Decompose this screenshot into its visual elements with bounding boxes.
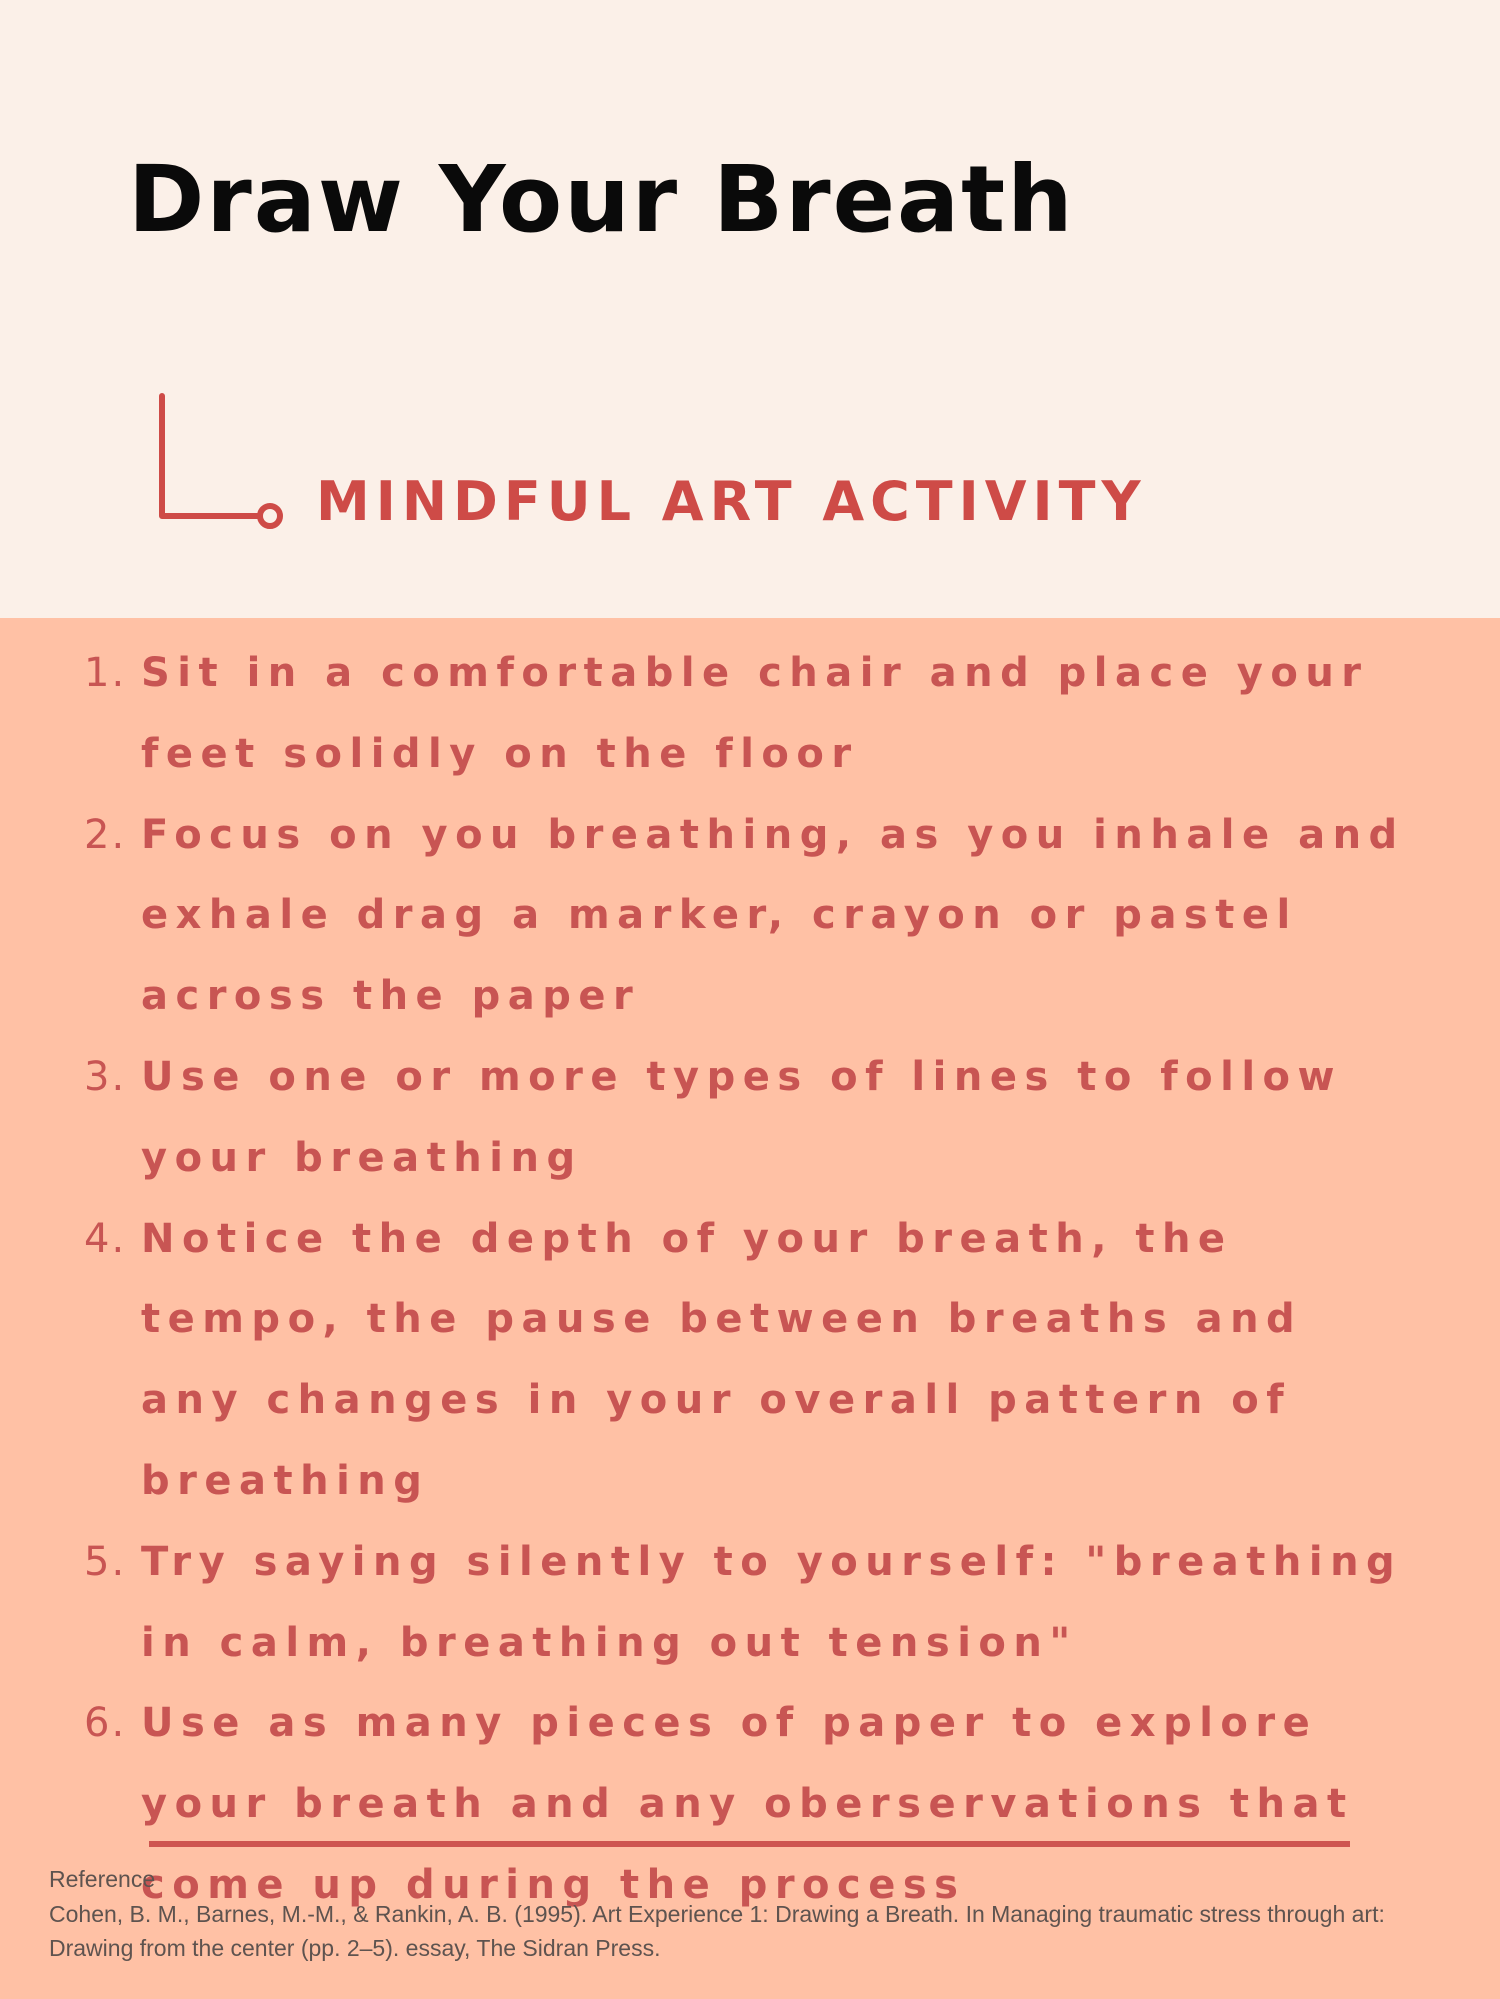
divider-line (149, 1841, 1350, 1847)
step-text: Try saying silently to yourself: "breathing in calm, breathing out tension" (141, 1538, 1403, 1666)
step-number: 4. (84, 1215, 127, 1262)
reference-citation: Cohen, B. M., Barnes, M.-M., & Rankin, A. B. (1995). Art Experience 1: Drawing a Breath. In Managing traumatic stress through art: Drawing from the center (pp. 2–5). essay, The Sidran Press. (49, 1901, 1385, 1961)
step-text: Focus on you breathing, as you inhale and exhale drag a marker, crayon or pastel across the paper (141, 811, 1405, 1020)
step-number: 3. (84, 1053, 127, 1100)
page-title: Draw Your Breath (128, 146, 1075, 253)
step-item (0, 1199, 1500, 1522)
step-number: 5. (84, 1538, 127, 1585)
steps-list (0, 633, 1500, 1926)
corner-arrow-icon (154, 392, 284, 532)
step-number: 6. (84, 1700, 127, 1747)
reference-label: Reference (49, 1866, 156, 1892)
step-item (0, 1522, 1500, 1684)
step-text: Sit in a comfortable chair and place your feet solidly on the floor (141, 650, 1369, 777)
step-number: 1. (84, 650, 127, 696)
step-text: Use as many pieces of paper to explore your breath and any oberservations that come up during the process (141, 1700, 1354, 1908)
activity-subtitle: MINDFUL ART ACTIVITY (316, 470, 1147, 533)
step-item (0, 1037, 1500, 1199)
step-text: Notice the depth of your breath, the tempo, the pause between breaths and any changes in your overall pattern of breathing (141, 1215, 1303, 1504)
step-number: 2. (84, 811, 127, 858)
step-text: Use one or more types of lines to follow your breathing (141, 1053, 1342, 1181)
step-item (0, 795, 1500, 1037)
step-item (0, 633, 1500, 795)
step-item (0, 1683, 1500, 1925)
